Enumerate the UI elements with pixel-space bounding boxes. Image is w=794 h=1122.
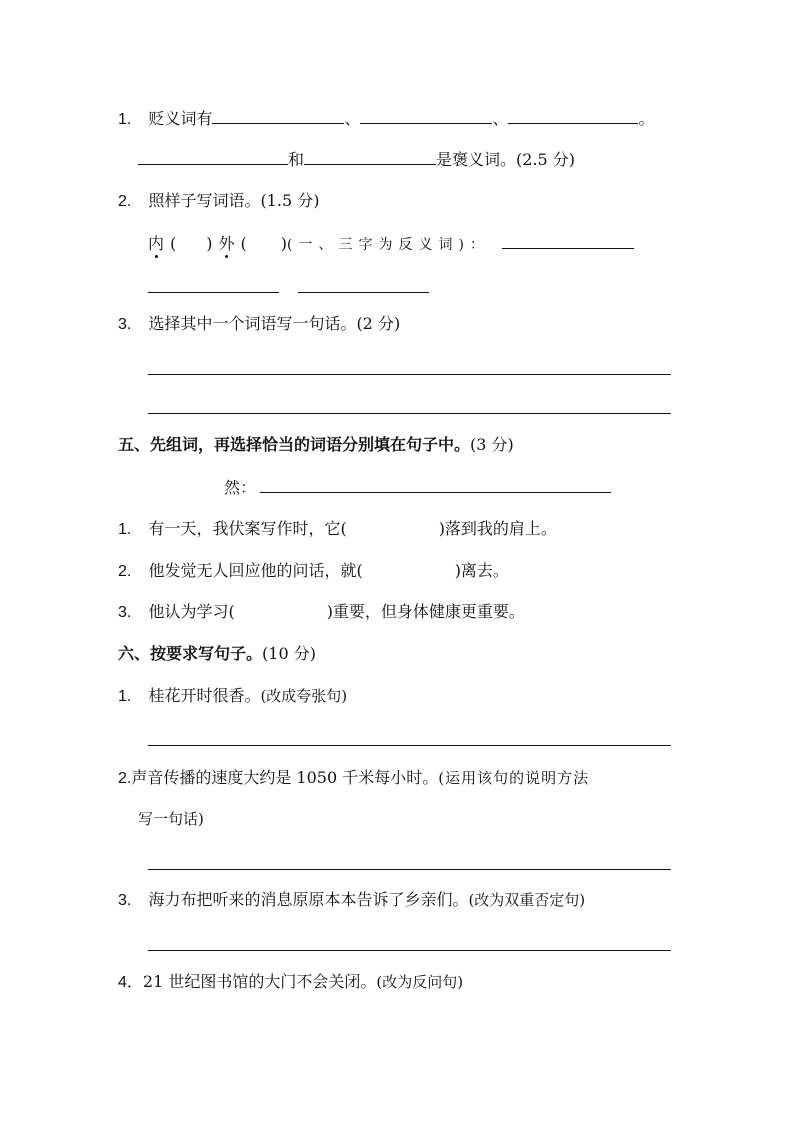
- question-2: [118, 190, 319, 213]
- question-text: )重要，但身体健康更重要。: [326, 602, 525, 621]
- question-number: 4．: [118, 974, 143, 991]
- paren: ): [280, 234, 288, 253]
- question-number: 3.: [118, 892, 132, 909]
- answer-blank[interactable]: [148, 292, 279, 293]
- question-text: 贬义词有: [148, 109, 213, 128]
- question-number: 3.: [118, 316, 132, 333]
- question-text: 桂花开时很香。: [148, 686, 261, 705]
- question-text: 有一天，我伏案写作时，它(: [148, 519, 347, 538]
- question-number: 3.: [118, 604, 132, 621]
- section-6-q3: [118, 889, 585, 912]
- paren: (: [170, 234, 177, 253]
- question-1-line-2: [138, 148, 575, 171]
- question-text: )离去。: [454, 561, 509, 580]
- answer-blank[interactable]: [212, 107, 344, 124]
- punctuation: 。: [638, 109, 655, 128]
- question-3: [118, 313, 400, 336]
- question-text: 选择其中一个词语写一句话。(2 分): [148, 314, 401, 333]
- example-note: (一、三字为反义词)：: [287, 237, 490, 253]
- question-text: 是褒义词。(2.5 分): [436, 150, 576, 169]
- question-number: 1.: [118, 521, 132, 538]
- answer-blank[interactable]: [298, 292, 429, 293]
- question-text: 照样子写词语。(1.5 分): [148, 191, 320, 210]
- question-text: 他发觉无人回应他的问话，就(: [148, 561, 363, 580]
- answer-blank[interactable]: [138, 148, 288, 165]
- example-char-wai: 外: [218, 234, 235, 253]
- question-hint: 写一句话): [138, 810, 204, 828]
- question-number: 1.: [118, 111, 132, 128]
- question-number: 1.: [118, 688, 132, 705]
- separator: 、: [344, 109, 361, 128]
- section-5-q3: [118, 601, 525, 624]
- example-char-nei: 内: [148, 234, 165, 253]
- question-hint: (改为反问句): [376, 973, 464, 991]
- question-text: 和: [288, 150, 305, 169]
- section-heading: 六、按要求写句子。: [118, 644, 263, 663]
- question-hint: (改成夸张句): [260, 687, 348, 705]
- question-text: 海力布把听来的消息原原本本告诉了乡亲们。: [148, 890, 469, 909]
- section-heading: 五、先组词，再选择恰当的词语分别填在句子中。: [118, 435, 471, 454]
- section-6-q2: [118, 767, 589, 790]
- answer-line[interactable]: [148, 413, 671, 414]
- answer-blank[interactable]: [304, 148, 436, 165]
- section-6-q1: [118, 685, 347, 708]
- section-score: (10 分): [262, 644, 316, 663]
- separator: 、: [492, 109, 509, 128]
- answer-blank[interactable]: [508, 107, 638, 124]
- answer-line[interactable]: [148, 950, 671, 951]
- section-5-q2: [118, 560, 509, 583]
- question-hint: (改为双重否定句): [468, 891, 586, 909]
- answer-blank[interactable]: [360, 107, 492, 124]
- question-1-line-1: [118, 107, 655, 131]
- question-text: 声音传播的速度大约是 1050 千米每小时。: [131, 768, 439, 787]
- section-6-title: [118, 643, 316, 665]
- section-5-ran: [224, 476, 611, 499]
- section-6-q4: [118, 971, 463, 994]
- answer-blank[interactable]: [502, 232, 634, 249]
- question-number: 2.: [118, 563, 132, 580]
- answer-line[interactable]: [148, 869, 671, 870]
- section-score: (3 分): [470, 435, 514, 454]
- question-number: 2.: [118, 770, 132, 787]
- section-5-title: [118, 434, 514, 456]
- question-text: 他认为学习(: [148, 602, 235, 621]
- question-text: 21 世纪图书馆的大门不会关闭。: [142, 972, 377, 991]
- question-2-example: [148, 232, 634, 256]
- question-text: )落到我的肩上。: [438, 519, 557, 538]
- answer-line[interactable]: [148, 745, 671, 746]
- answer-line[interactable]: [148, 374, 671, 375]
- section-5-q1: [118, 518, 557, 541]
- answer-blank[interactable]: [260, 476, 611, 493]
- word-label: 然：: [224, 478, 257, 497]
- question-hint: (运用该句的说明方法: [438, 769, 590, 787]
- question-number: 2.: [118, 193, 132, 210]
- section-6-q2-cont: [138, 808, 204, 830]
- paren: (: [240, 234, 247, 253]
- paren: ): [206, 234, 213, 253]
